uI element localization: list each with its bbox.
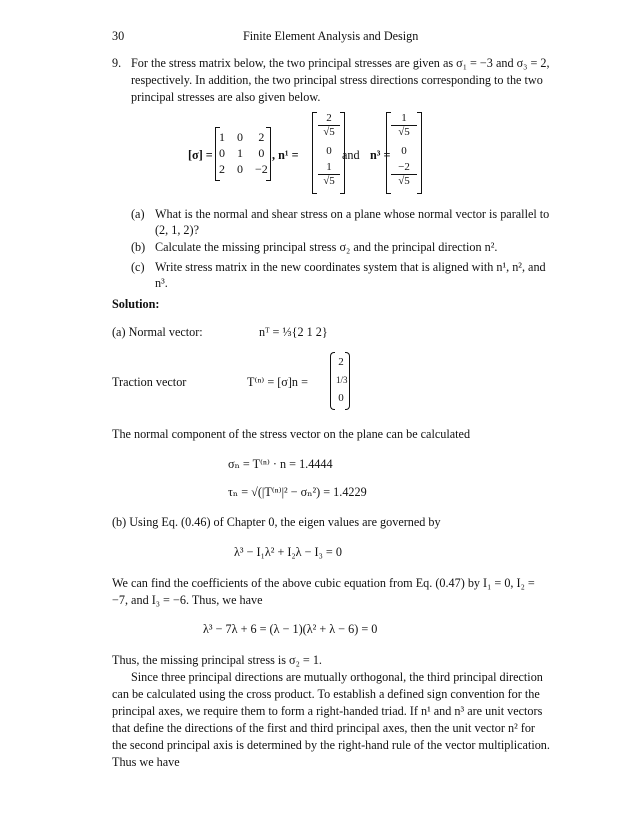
traction-entry: 0 xyxy=(338,392,344,404)
and-word: and xyxy=(342,148,360,162)
sigma-cell: −2 xyxy=(255,162,268,176)
part-b-line-1: Calculate the missing principal stress σ₂ and the principal direction n². xyxy=(155,240,498,254)
n3-vector xyxy=(391,112,417,190)
tau-n-eq: τₙ = √(|T⁽ⁿ⁾|² − σₙ²) = 1.4229 xyxy=(228,485,367,499)
sigma-cell: 2 xyxy=(219,162,225,176)
traction-eq: T⁽ⁿ⁾ = [σ]n = xyxy=(247,375,308,389)
paragraph-line-1: Since three principal directions are mutually orthogonal, the third principal direction xyxy=(131,670,543,684)
sigma-cell: 0 xyxy=(237,162,243,176)
n3-entry-den: √5 xyxy=(391,174,417,190)
sigma-n-eq: σₙ = T⁽ⁿ⁾ · n = 1.4444 xyxy=(228,457,333,471)
sigma-right-bracket xyxy=(266,127,271,181)
normal-vector-eq: nᵀ = ⅓{2 1 2} xyxy=(259,325,328,339)
problem-number: 9. xyxy=(112,56,122,70)
sigma-matrix xyxy=(213,129,274,177)
traction-left-brace xyxy=(330,352,335,410)
n3-label: n³ = xyxy=(370,148,391,162)
n1-entry-num: 1 xyxy=(326,161,332,173)
cubic-eq: λ³ − 7λ + 6 = (λ − 1)(λ² + λ − 6) = 0 xyxy=(203,622,378,636)
traction-entry: 2 xyxy=(338,356,344,368)
n3-right-bracket xyxy=(417,112,422,194)
problem-intro-line-3: principal stresses are also given below. xyxy=(131,90,321,104)
problem-intro-line-2: respectively. In addition, the two principal stress directions corresponding to the two xyxy=(131,73,543,87)
problem-intro-line-1: For the stress matrix below, the two principal stresses are given as σ₁ = −3 and σ₃ = 2, xyxy=(131,56,550,70)
n3-entry-num: 1 xyxy=(401,112,407,124)
b-intro-text: (b) Using Eq. (0.46) of Chapter 0, the eigen values are governed by xyxy=(112,515,441,529)
paragraph-line-5: the second principal axis is determined by the right-hand rule of the vector multiplication. xyxy=(112,738,550,752)
n1-vector xyxy=(318,112,340,190)
part-a-line-2: (2, 1, 2)? xyxy=(155,223,199,237)
solution-heading: Solution: xyxy=(112,297,160,311)
traction-entry: 1/3 xyxy=(336,375,348,385)
sigma-cell: 1 xyxy=(219,130,225,144)
n1-entry-zero: 0 xyxy=(326,145,332,157)
n3-entry-num: −2 xyxy=(398,161,410,173)
coef-line-1: We can find the coefficients of the above cubic equation from Eq. (0.47) by I₁ = 0, I₂ = xyxy=(112,576,535,590)
traction-label: Traction vector xyxy=(112,375,187,389)
part-a-line-1: What is the normal and shear stress on a plane whose normal vector is parallel to xyxy=(155,207,550,221)
n1-entry-num: 2 xyxy=(326,112,332,124)
n3-entry-den: √5 xyxy=(391,125,417,141)
part-c-line-1: Write stress matrix in the new coordinates system that is aligned with n¹, n², and xyxy=(155,260,546,274)
part-a-label: (a) xyxy=(131,207,145,221)
characteristic-eq: λ³ − I₁λ² + I₂λ − I₃ = 0 xyxy=(234,545,342,559)
coef-line-2: −7, and I₃ = −6. Thus, we have xyxy=(112,593,263,607)
sigma-label: [σ] = xyxy=(188,148,213,162)
part-c-label: (c) xyxy=(131,260,145,274)
traction-right-brace xyxy=(345,352,350,410)
running-title: Finite Element Analysis and Design xyxy=(243,29,419,43)
n3-entry-zero: 0 xyxy=(401,145,407,157)
paragraph-line-4: that define the directions of the first and third principal axes, then the unit vector n² for xyxy=(112,721,535,735)
sigma-cell: 0 xyxy=(219,146,225,160)
n1-label: , n¹ = xyxy=(272,148,299,162)
sigma-cell: 0 xyxy=(237,130,243,144)
paragraph-line-2: can be calculated using the cross product. To establish a defined sign convention for the xyxy=(112,687,540,701)
sigma-cell: 1 xyxy=(237,146,243,160)
n1-left-bracket xyxy=(312,112,317,194)
sigma-cell: 2 xyxy=(258,130,265,144)
part-b-label: (b) xyxy=(131,240,146,254)
paragraph-line-6: Thus we have xyxy=(112,755,180,769)
missing-stress-text: Thus, the missing principal stress is σ₂ = 1. xyxy=(112,653,322,667)
page-number: 30 xyxy=(112,29,125,43)
normal-component-text: The normal component of the stress vector on the plane can be calculated xyxy=(112,427,471,441)
normal-vector-label: (a) Normal vector: xyxy=(112,325,203,339)
paragraph-line-3: principal axes, we require them to form a right-handed triad. If n¹ and n³ are unit vectors xyxy=(112,704,543,718)
n1-entry-den: √5 xyxy=(318,174,340,190)
sigma-cell: 0 xyxy=(258,146,265,160)
part-c-line-2: n³. xyxy=(155,276,168,290)
n1-entry-den: √5 xyxy=(318,125,340,141)
